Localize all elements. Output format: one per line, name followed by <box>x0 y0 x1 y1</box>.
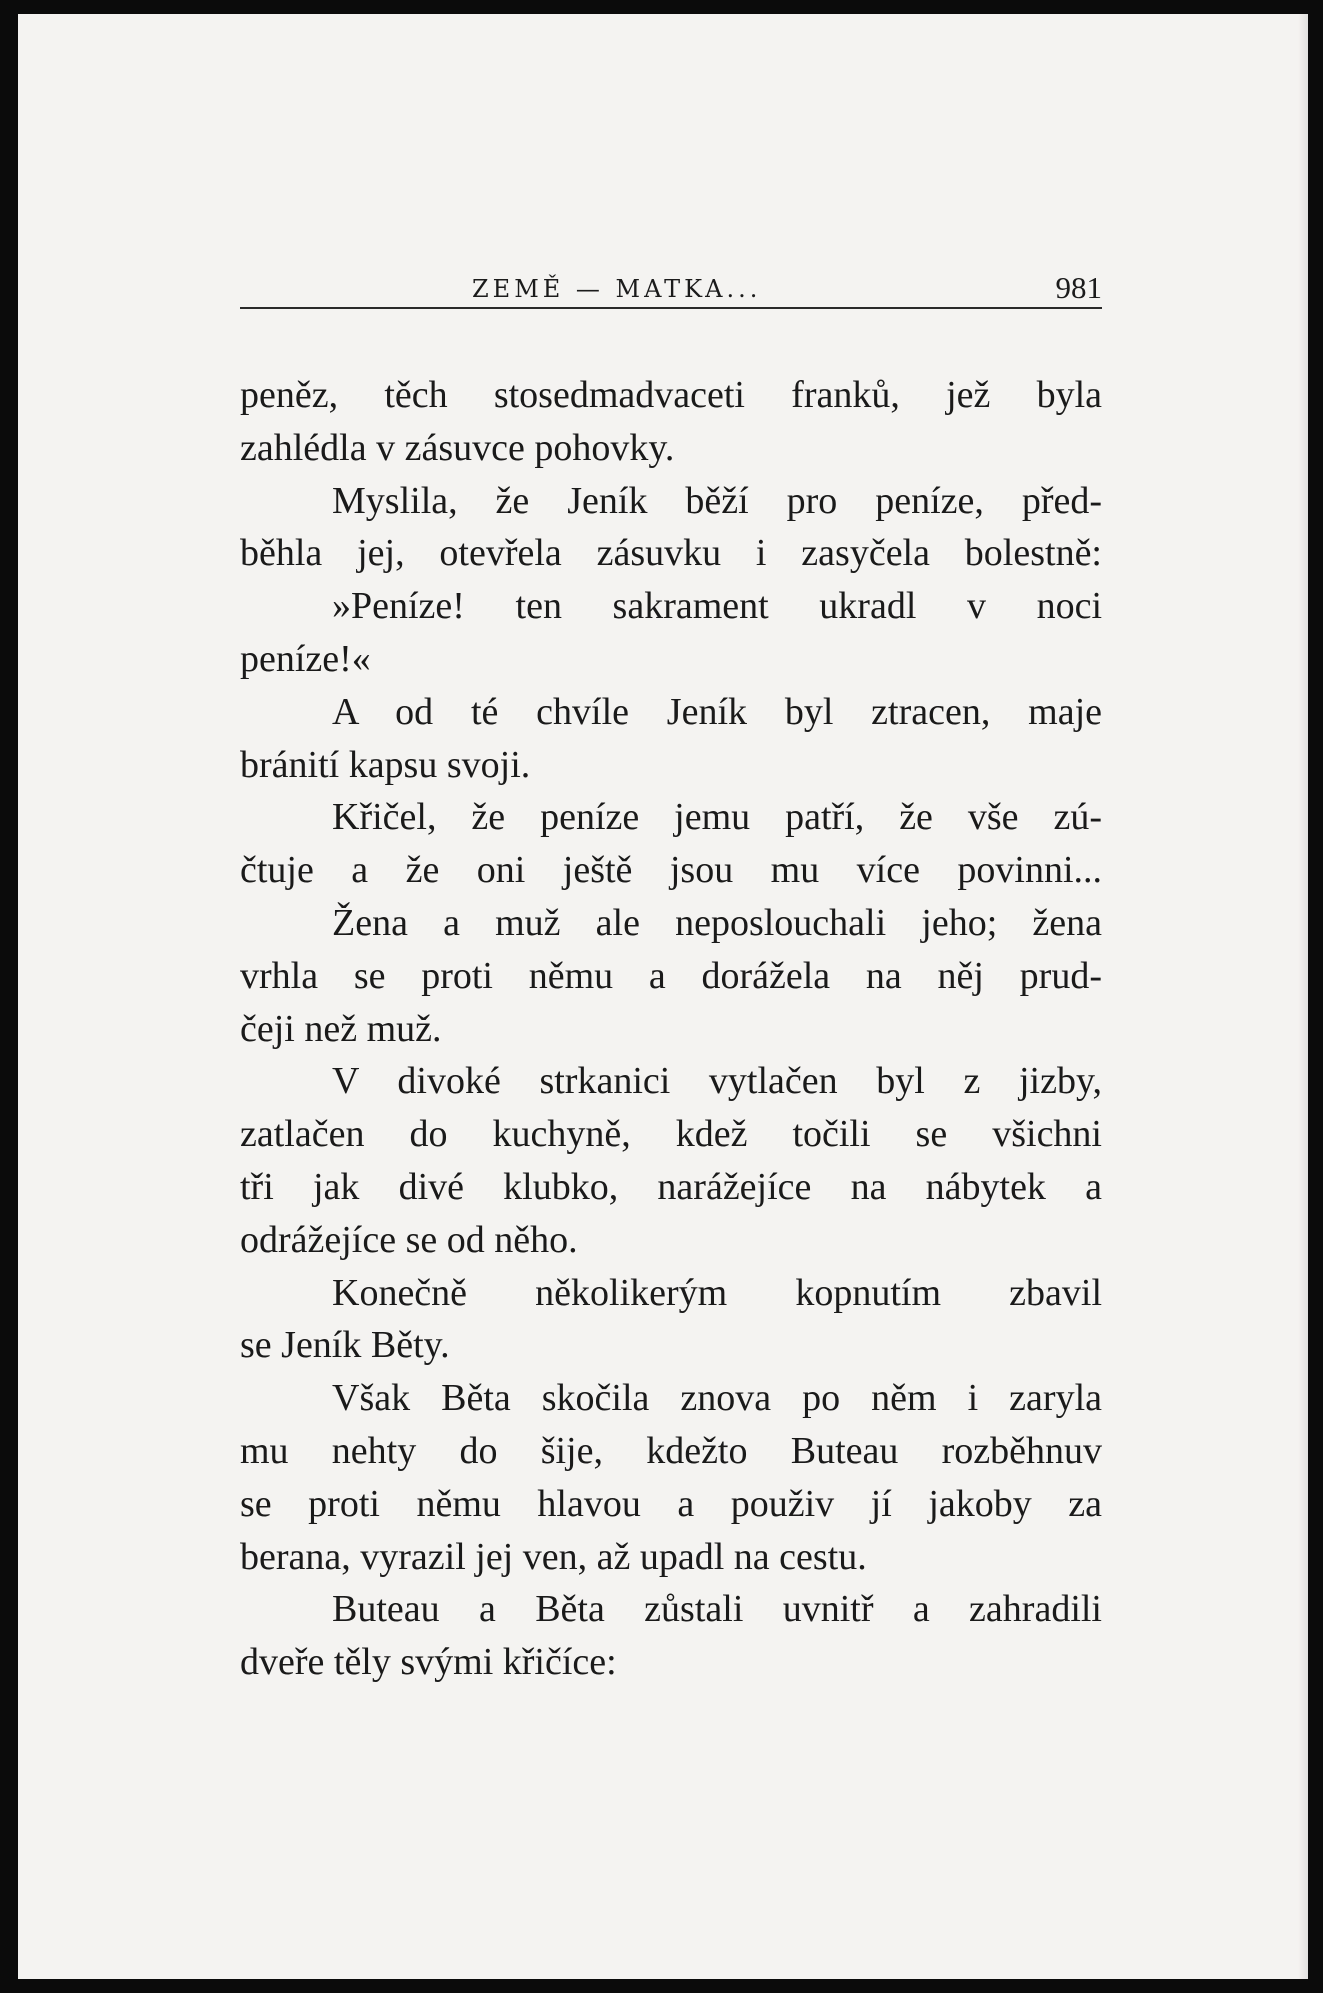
header-rule <box>240 307 1102 309</box>
text-line: se Jeník Běty. <box>240 1324 450 1367</box>
book-page <box>18 14 1308 1979</box>
text-line: zahlédla v zásuvce pohovky. <box>240 426 675 469</box>
text-line: berana, vyrazil jej ven, až upadl na cestu. <box>240 1535 867 1578</box>
text-line: odrážejíce se od něho. <box>240 1218 578 1261</box>
text-line: vrhla se proti němu a dorážela na něj prud- <box>240 954 1102 997</box>
text-line: zatlačen do kuchyně, kdež točili se všichni <box>240 1113 1102 1156</box>
text-line: V divoké strkanici vytlačen byl z jizby, <box>332 1060 1102 1103</box>
text-line: peníze!« <box>240 637 371 680</box>
page-number: 981 <box>1055 270 1102 305</box>
text-line: Křičel, že peníze jemu patří, že vše zú- <box>332 796 1102 839</box>
text-line: Však Běta skočila znova po něm i zaryla <box>332 1377 1102 1420</box>
text-line: Buteau a Běta zůstali uvnitř a zahradili <box>332 1588 1102 1631</box>
text-line: A od té chvíle Jeník byl ztracen, maje <box>332 690 1102 733</box>
text-line: Konečně několikerým kopnutím zbavil <box>332 1271 1102 1314</box>
running-title: ZEMĚ — MATKA... <box>472 275 762 303</box>
text-line: bránití kapsu svoji. <box>240 743 531 786</box>
text-line: »Peníze! ten sakrament ukradl v noci <box>332 585 1102 628</box>
text-line: Žena a muž ale neposlouchali jeho; žena <box>332 901 1102 944</box>
text-line: tři jak divé klubko, narážejíce na nábytek a <box>240 1165 1102 1208</box>
text-line: mu nehty do šije, kdežto Buteau rozběhnuv <box>240 1429 1102 1472</box>
text-line: běhla jej, otevřela zásuvku i zasyčela bolestně: <box>240 532 1102 575</box>
text-line: peněz, těch stosedmadvaceti franků, jež byla <box>240 374 1102 416</box>
text-line: čtuje a že oni ještě jsou mu více povinni... <box>240 849 1102 892</box>
text-line: čeji než muž. <box>240 1007 442 1050</box>
running-header <box>240 259 1102 309</box>
text-line: Myslila, že Jeník běží pro peníze, před- <box>332 479 1102 522</box>
text-line: se proti němu hlavou a použiv jí jakoby za <box>240 1482 1102 1525</box>
text-line: dveře těly svými křičíce: <box>240 1641 617 1684</box>
body-text <box>240 369 1102 1689</box>
